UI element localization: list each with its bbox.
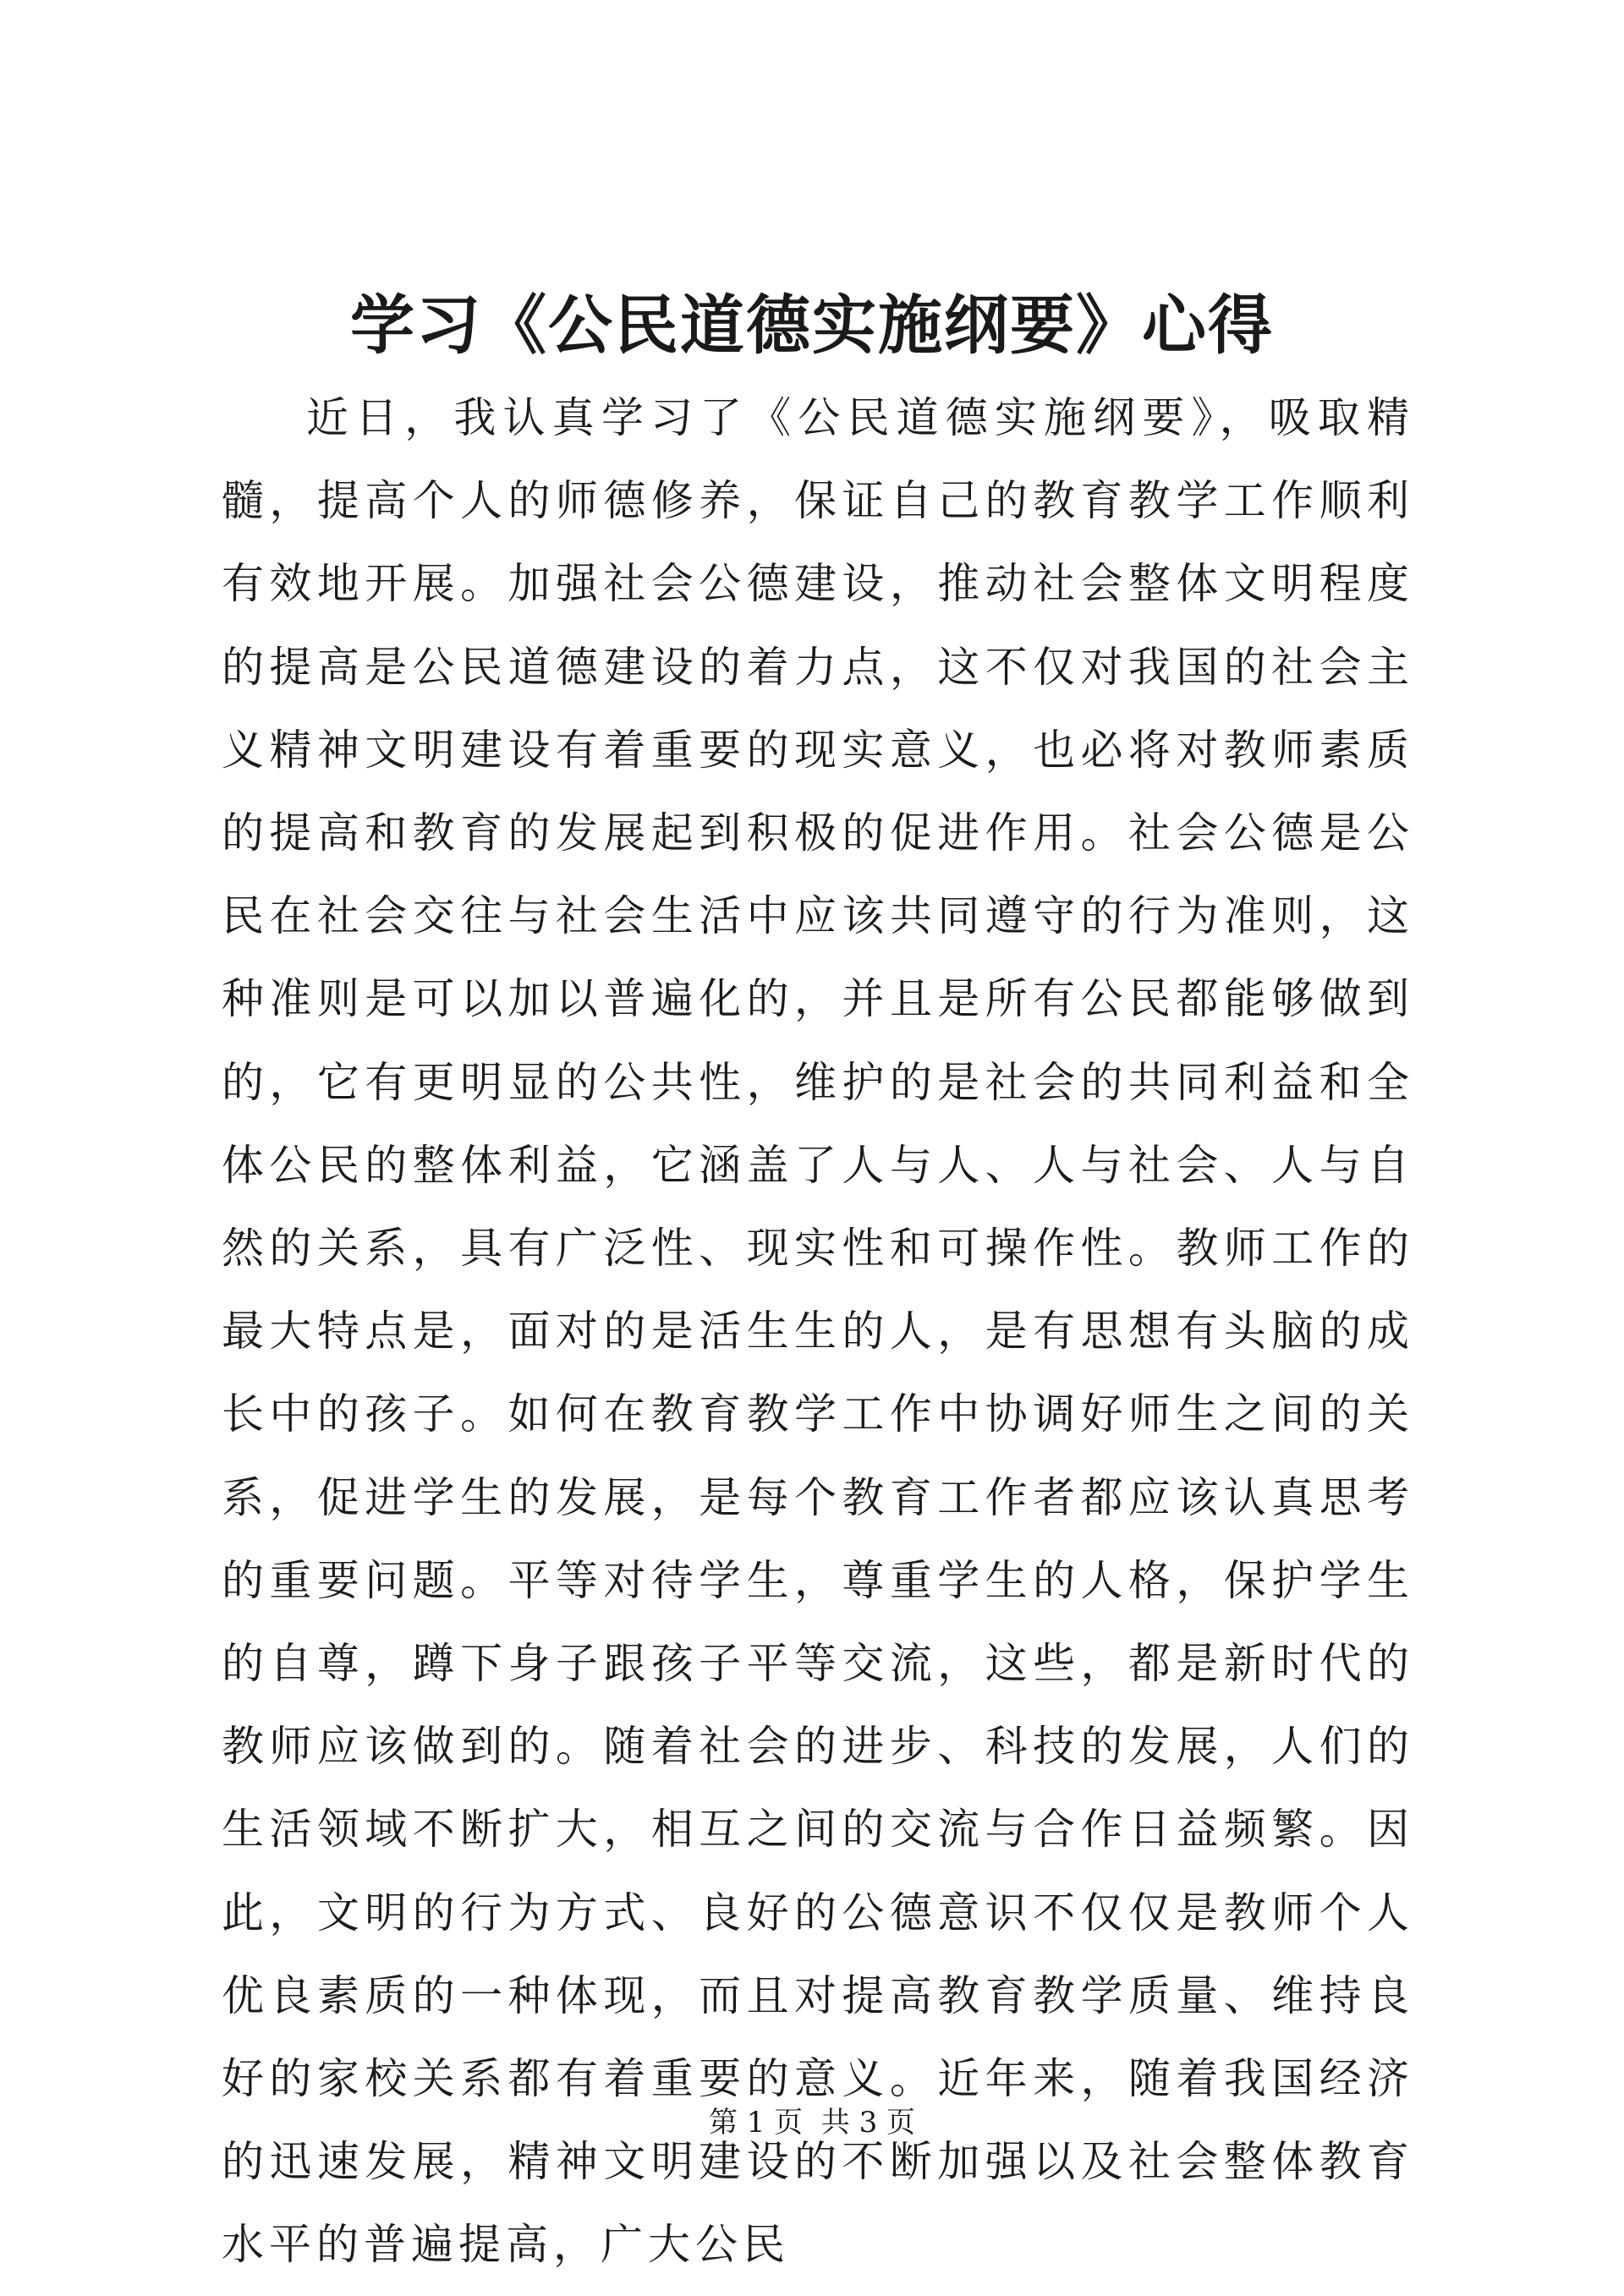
body-paragraph: 近日，我认真学习了《公民道德实施纲要》，吸取精髓，提高个人的师德修养，保证自己的教育教学工作顺利有效地开展。加强社会公德建设，推动社会整体文明程度的提高是公民道德建设的着力点，这不仅对我国的社会主义精神文明建设有着重要的现实意义，也必将对教师素质的提高和教育的发展起到积极的促进作用。社会公德是公民在社会交往与社会生活中应该共同遵守的行为准则，这种准则是可以加以普遍化的，并且是所有公民都能够做到的，它有更明显的公共性，维护的是社会的共同利益和全体公民的整体利益，它涵盖了人与人、人与社会、人与自然的关系，具有广泛性、现实性和可操作性。教师工作的最大特点是，面对的是活生生的人，是有思想有头脑的成长中的孩子。如何在教育教学工作中协调好师生之间的关系，促进学生的发展，是每个教育工作者都应该认真思考的重要问题。平等对待学生，尊重学生的人格，保护学生的自尊，蹲下身子跟孩子平等交流，这些，都是新时代的教师应该做到的。随着社会的进步、科技的发展，人们的生活领域不断扩大，相互之间的交流与合作日益频繁。因此，文明的行为方式、良好的公德意识不仅仅是教师个人优良素质的一种体现，而且对提高教育教学质量、维持良好的家校关系都有着重要的意义。近年来，随着我国经济的迅速发展，精神文明建设的不断加强以及社会整体教育水平的普遍提高，广大公民: [222, 393, 1414, 2270]
page-title: 学习《公民道德实施纲要》心得: [350, 288, 1274, 363]
page-number-footer: 第 1 页 共 3 页: [708, 2106, 916, 2140]
